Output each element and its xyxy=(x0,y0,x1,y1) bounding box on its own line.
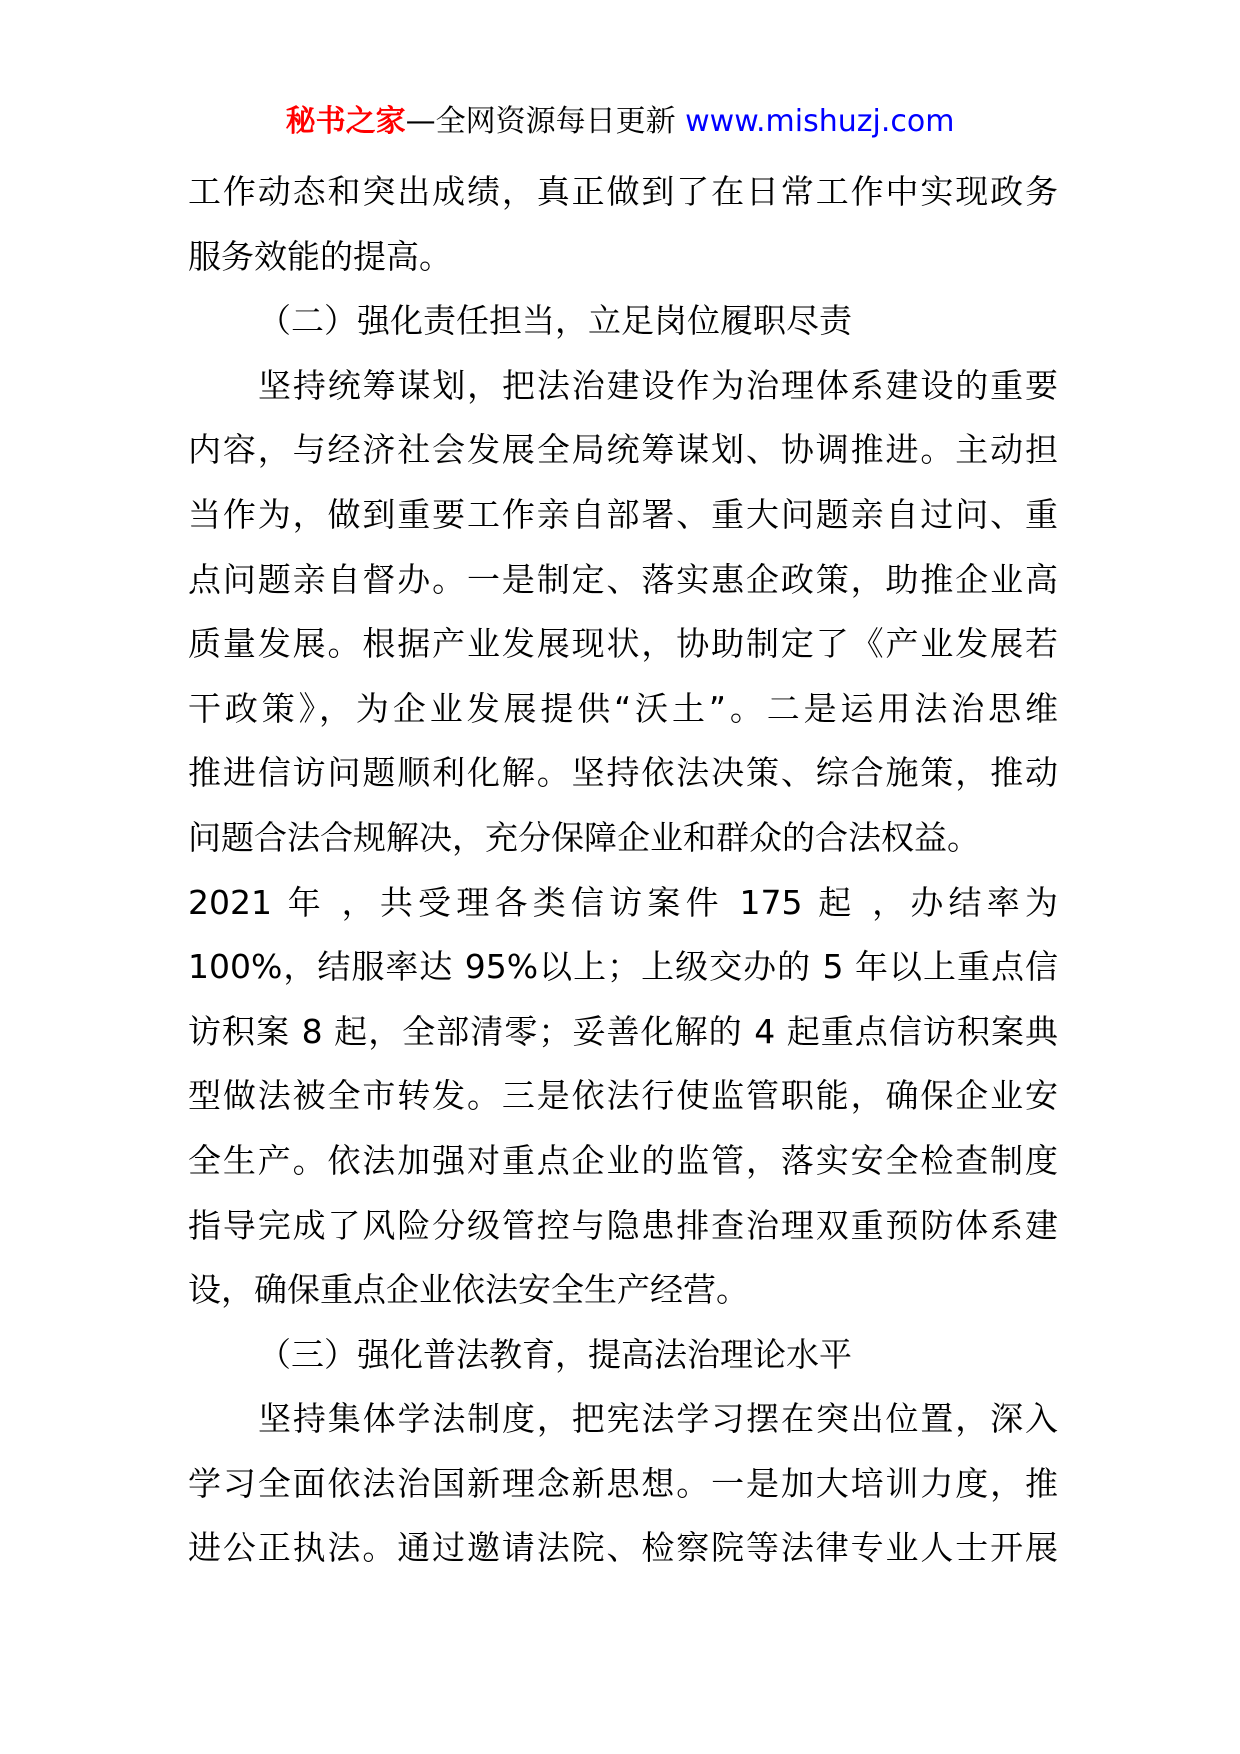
text-line: 工作动态和突出成绩，真正做到了在日常工作中实现政务 xyxy=(188,172,1058,211)
section-heading: （三）强化普法教育，提高法治理论水平 xyxy=(258,1334,852,1374)
site-tagline: —全网资源每日更新 xyxy=(405,104,676,139)
document-body xyxy=(188,160,1058,1581)
text-line: 服务效能的提高。 xyxy=(188,236,452,276)
text-line: 质量发展。根据产业发展现状，协助制定了《产业发展若 xyxy=(188,624,1058,664)
text-line: 问题合法合规解决，充分保障企业和群众的合法权益。 xyxy=(188,817,980,857)
text-line: 干政策》，为企业发展提供“沃土”。二是运用法治思维 xyxy=(188,688,1058,728)
text-line: 访积案 8 起，全部清零；妥善化解的 4 起重点信访积案典 xyxy=(188,1011,1058,1051)
text-line: 型做法被全市转发。三是依法行使监管职能，确保企业安 xyxy=(188,1076,1058,1116)
site-url-link[interactable]: www.mishuzj.com xyxy=(685,104,955,139)
text-line: 坚持集体学法制度，把宪法学习摆在突出位置，深入 xyxy=(258,1399,1058,1439)
text-line: 全生产。依法加强对重点企业的监管，落实安全检查制度 xyxy=(188,1140,1058,1180)
text-line: 指导完成了风险分级管控与隐患排查治理双重预防体系建 xyxy=(188,1205,1058,1245)
text-line: 2021 年 ，共受理各类信访案件 175 起 ，办结率为 xyxy=(188,882,1058,922)
text-line: 坚持统筹谋划，把法治建设作为治理体系建设的重要 xyxy=(258,365,1058,405)
site-brand: 秘书之家 xyxy=(285,104,406,139)
text-line: 设，确保重点企业依法安全生产经营。 xyxy=(188,1270,749,1310)
text-line: 学习全面依法治国新理念新思想。一是加大培训力度，推 xyxy=(188,1463,1058,1503)
text-line: 当作为，做到重要工作亲自部署、重大问题亲自过问、重 xyxy=(188,494,1058,534)
text-line: 100%，结服率达 95%以上；上级交办的 5 年以上重点信 xyxy=(188,947,1058,987)
text-line: 推进信访问题顺利化解。坚持依法决策、综合施策，推动 xyxy=(188,753,1058,793)
section-heading: （二）强化责任担当，立足岗位履职尽责 xyxy=(258,301,852,341)
site-header xyxy=(0,100,1240,144)
text-line: 点问题亲自督办。一是制定、落实惠企政策，助推企业高 xyxy=(188,559,1058,599)
text-line: 进公正执法。通过邀请法院、检察院等法律专业人士开展 xyxy=(188,1528,1058,1568)
text-line: 内容，与经济社会发展全局统筹谋划、协调推进。主动担 xyxy=(188,430,1058,470)
